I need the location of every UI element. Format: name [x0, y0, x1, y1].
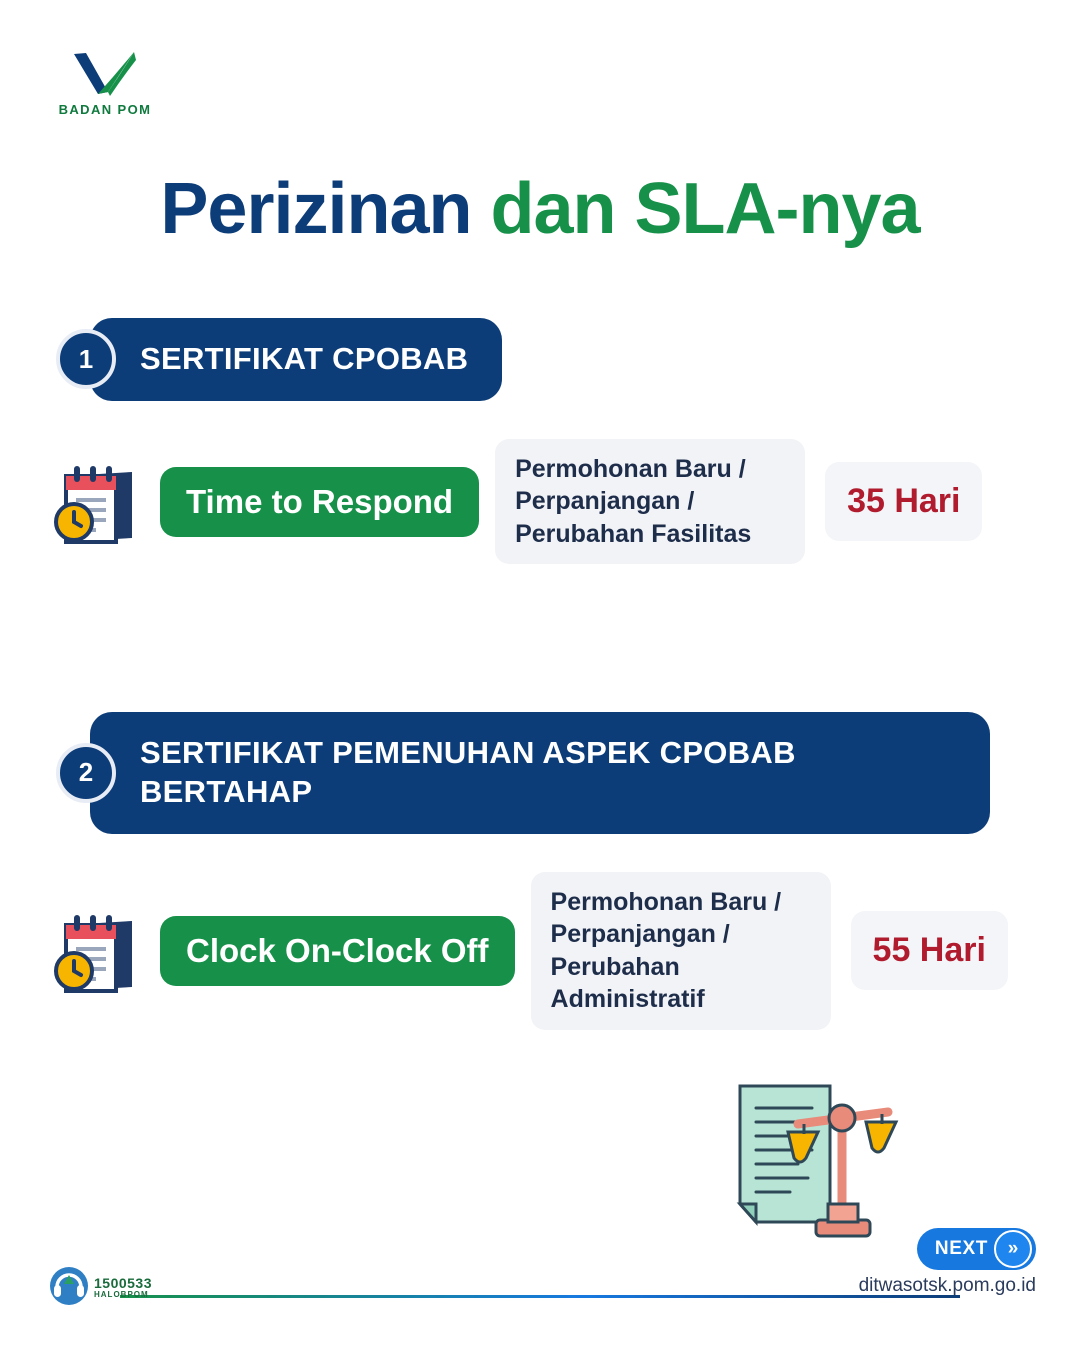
- footer-divider: [120, 1295, 960, 1298]
- double-chevron-right-icon: »: [994, 1230, 1032, 1268]
- item-1-detail-row: [0, 439, 1080, 565]
- document-and-scales-of-justice-icon: [712, 1072, 912, 1252]
- badan-pom-logo: [50, 48, 160, 128]
- item-2-heading: SERTIFIKAT PEMENUHAN ASPEK CPOBAB BERTAHAP: [90, 712, 990, 834]
- page-title-part2: dan SLA-nya: [490, 169, 920, 249]
- page-title: [0, 168, 1080, 250]
- hotline-name: HALOBPOM: [94, 1290, 149, 1300]
- item-1-days: 35 Hari: [825, 462, 982, 541]
- footer-url[interactable]: ditwasotsk.pom.go.id: [858, 1275, 1036, 1296]
- item-2-detail-row: [0, 872, 1080, 1030]
- item-2-number-badge: 2: [56, 743, 116, 803]
- calendar-clock-icon: [46, 454, 150, 550]
- next-button[interactable]: [917, 1228, 1036, 1270]
- item-2-description: Permohonan Baru / Perpanjangan / Perubahan Administratif: [531, 872, 831, 1030]
- item-2-days: 55 Hari: [851, 911, 1008, 990]
- headset-icon: [48, 1265, 90, 1312]
- item-block-2: [0, 712, 1080, 1030]
- item-1-description: Permohonan Baru / Perpanjangan / Perubahan Fasilitas: [495, 439, 805, 565]
- item-2-header: [0, 712, 1080, 834]
- item-1-header: [0, 318, 1080, 401]
- logo-wordmark: BADAN POM: [58, 102, 152, 117]
- halobpom-hotline: [48, 1262, 178, 1314]
- item-1-label: Time to Respond: [160, 467, 479, 537]
- item-block-1: [0, 318, 1080, 564]
- item-1-number-badge: 1: [56, 329, 116, 389]
- hotline-number: 1500533: [94, 1275, 153, 1292]
- badan-pom-checkmark-icon: [50, 48, 160, 100]
- calendar-clock-icon: [46, 903, 150, 999]
- item-2-label: Clock On-Clock Off: [160, 916, 515, 986]
- item-1-heading: SERTIFIKAT CPOBAB: [90, 318, 502, 401]
- next-button-label: NEXT: [934, 1238, 988, 1259]
- page-title-part1: Perizinan: [160, 169, 491, 249]
